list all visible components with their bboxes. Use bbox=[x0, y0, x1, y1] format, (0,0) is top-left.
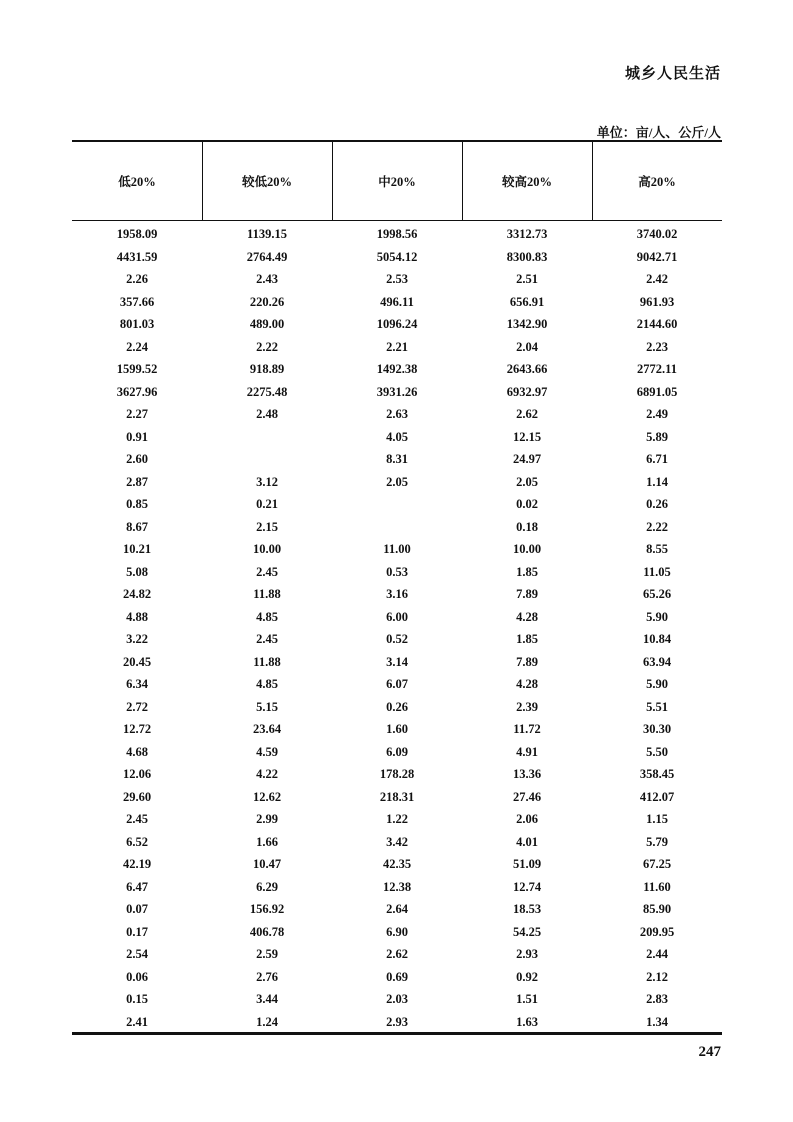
table-cell: 3627.96 bbox=[116, 384, 158, 399]
header-middle-20: 中20% bbox=[378, 175, 416, 189]
header-high-20: 高20% bbox=[638, 175, 676, 189]
table-cell: 2.62 bbox=[386, 947, 408, 961]
table-cell: 3.16 bbox=[386, 587, 408, 601]
table-cell: 2.44 bbox=[646, 947, 668, 961]
table-row bbox=[72, 922, 722, 942]
table-row bbox=[72, 674, 722, 694]
table-cell: 220.26 bbox=[249, 294, 285, 309]
table-row bbox=[72, 292, 722, 312]
table-cell: 1.85 bbox=[516, 564, 538, 579]
table-cell: 11.88 bbox=[253, 587, 281, 601]
table-cell: 1.85 bbox=[516, 632, 538, 646]
table-row bbox=[72, 584, 722, 604]
table-cell: 1958.09 bbox=[116, 227, 158, 241]
data-table bbox=[72, 140, 722, 1035]
table-cell: 4.91 bbox=[516, 744, 538, 759]
table-row bbox=[72, 224, 722, 244]
table-cell: 2.48 bbox=[256, 407, 278, 421]
table-row bbox=[72, 787, 722, 807]
table-cell: 2.93 bbox=[386, 1014, 408, 1029]
table-row bbox=[72, 1012, 722, 1032]
header-low-20: 低20% bbox=[118, 175, 156, 189]
table-cell: 1.66 bbox=[256, 834, 278, 849]
table-row bbox=[72, 427, 722, 447]
table-row bbox=[72, 989, 722, 1009]
table-cell: 4.85 bbox=[256, 609, 278, 624]
table-cell: 3312.73 bbox=[506, 227, 548, 241]
table-cell: 2.49 bbox=[646, 407, 668, 421]
table-cell: 209.95 bbox=[639, 924, 675, 939]
table-row bbox=[72, 854, 722, 874]
table-cell: 0.07 bbox=[126, 902, 148, 916]
table-cell: 1.34 bbox=[646, 1014, 668, 1029]
table-cell: 3.44 bbox=[256, 992, 278, 1006]
table-cell: 1.63 bbox=[516, 1014, 538, 1029]
table-cell: 5.90 bbox=[646, 677, 668, 691]
table-cell: 2.22 bbox=[256, 339, 278, 354]
unit-label: 单位：亩/人、公斤/人 bbox=[596, 125, 721, 140]
table-cell: 67.25 bbox=[642, 857, 672, 871]
table-cell: 11.88 bbox=[253, 654, 281, 669]
table-cell: 961.93 bbox=[639, 294, 675, 309]
table-row bbox=[72, 562, 722, 582]
table-cell: 2.76 bbox=[256, 969, 278, 984]
table-cell: 2.60 bbox=[126, 452, 148, 466]
table-cell: 178.28 bbox=[379, 767, 415, 781]
table-cell: 2.12 bbox=[646, 969, 668, 984]
table-cell: 2643.66 bbox=[506, 362, 548, 376]
table-cell: 357.66 bbox=[119, 294, 155, 309]
table-cell: 3.22 bbox=[126, 632, 148, 646]
table-cell: 496.11 bbox=[380, 294, 414, 309]
table-row bbox=[72, 607, 722, 627]
table-cell: 1492.38 bbox=[376, 362, 418, 376]
table-cell: 8.67 bbox=[126, 519, 148, 534]
table-cell: 24.82 bbox=[122, 587, 152, 601]
table-cell: 2.24 bbox=[126, 339, 148, 354]
table-cell: 11.72 bbox=[513, 722, 541, 736]
table-cell: 0.26 bbox=[646, 497, 668, 511]
table-cell: 412.07 bbox=[639, 789, 675, 804]
table-cell: 3.42 bbox=[386, 834, 408, 849]
table-cell: 6.71 bbox=[646, 452, 668, 466]
table-cell: 2.87 bbox=[126, 474, 148, 489]
table-cell: 2.64 bbox=[386, 902, 408, 916]
table-row bbox=[72, 449, 722, 469]
table-cell: 2.15 bbox=[256, 519, 278, 534]
table-cell: 2.45 bbox=[256, 632, 278, 646]
table-cell: 4.88 bbox=[126, 609, 148, 624]
table-cell: 156.92 bbox=[249, 902, 285, 916]
table-cell: 2.27 bbox=[126, 407, 148, 421]
table-cell: 4.85 bbox=[256, 677, 278, 691]
table-cell: 42.35 bbox=[382, 857, 412, 871]
table-row bbox=[72, 652, 722, 672]
table-cell: 1.15 bbox=[646, 812, 668, 826]
table-cell: 5054.12 bbox=[376, 249, 418, 264]
table-cell: 9042.71 bbox=[636, 249, 678, 264]
table-cell: 6.52 bbox=[126, 834, 148, 849]
table-cell: 2.53 bbox=[386, 272, 408, 286]
table-cell: 10.21 bbox=[122, 542, 152, 556]
table-cell: 6.00 bbox=[386, 609, 408, 624]
table-row bbox=[72, 359, 722, 379]
table-cell: 12.06 bbox=[122, 767, 152, 781]
table-cell: 27.46 bbox=[512, 789, 542, 804]
table-cell: 11.60 bbox=[643, 879, 671, 894]
table-row bbox=[72, 764, 722, 784]
table-row bbox=[72, 472, 722, 492]
table-cell: 2.06 bbox=[516, 812, 538, 826]
table-cell: 5.89 bbox=[646, 429, 668, 444]
table-cell: 2.23 bbox=[646, 339, 668, 354]
table-cell: 2.04 bbox=[516, 339, 538, 354]
table-cell: 5.51 bbox=[646, 699, 668, 714]
table-cell: 5.50 bbox=[646, 744, 668, 759]
table-row bbox=[72, 877, 722, 897]
table-cell: 2.42 bbox=[646, 272, 668, 286]
table-cell: 406.78 bbox=[249, 924, 285, 939]
table-cell: 2.22 bbox=[646, 519, 668, 534]
page-number: 247 bbox=[698, 1044, 721, 1060]
table-row bbox=[72, 967, 722, 987]
table-cell: 6.07 bbox=[386, 677, 408, 691]
table-cell: 4.22 bbox=[256, 767, 278, 781]
table-cell: 11.05 bbox=[643, 564, 671, 579]
table-row bbox=[72, 494, 722, 514]
table-cell: 1139.15 bbox=[247, 227, 287, 241]
table-cell: 2.54 bbox=[126, 947, 148, 961]
table-cell: 0.69 bbox=[386, 969, 408, 984]
table-cell: 42.19 bbox=[122, 857, 152, 871]
table-cell: 0.17 bbox=[126, 924, 148, 939]
table-cell: 0.06 bbox=[126, 969, 148, 984]
table-cell: 1342.90 bbox=[506, 317, 548, 331]
table-cell: 2275.48 bbox=[246, 384, 288, 399]
table-cell: 51.09 bbox=[512, 857, 542, 871]
table-cell: 1599.52 bbox=[116, 362, 158, 376]
table-cell: 0.02 bbox=[516, 497, 538, 511]
table-cell: 2.72 bbox=[126, 699, 148, 714]
table-cell: 4.05 bbox=[386, 429, 408, 444]
table-cell: 5.79 bbox=[646, 834, 668, 849]
table-cell: 7.89 bbox=[516, 654, 538, 669]
table-cell: 2.59 bbox=[256, 947, 278, 961]
table-cell: 2.03 bbox=[386, 992, 408, 1006]
table-cell: 6.29 bbox=[256, 879, 278, 894]
table-cell: 2.26 bbox=[126, 272, 148, 286]
table-cell: 358.45 bbox=[639, 767, 675, 781]
table-cell: 4.68 bbox=[126, 744, 148, 759]
table-cell: 12.74 bbox=[512, 879, 542, 894]
table-row bbox=[72, 539, 722, 559]
table-row bbox=[72, 337, 722, 357]
table-cell: 20.45 bbox=[122, 654, 152, 669]
table-cell: 0.18 bbox=[516, 519, 538, 534]
table-cell: 4431.59 bbox=[116, 249, 158, 264]
table-cell: 2.62 bbox=[516, 407, 538, 421]
table-cell: 30.30 bbox=[642, 722, 672, 736]
table-row bbox=[72, 247, 722, 267]
table-cell: 1.60 bbox=[386, 722, 408, 736]
table-cell: 2.99 bbox=[256, 812, 278, 826]
header-lower-20: 较低20% bbox=[241, 175, 292, 189]
table-cell: 656.91 bbox=[509, 294, 545, 309]
table-cell: 7.89 bbox=[516, 587, 538, 601]
table-cell: 12.72 bbox=[122, 722, 152, 736]
table-cell: 2.83 bbox=[646, 992, 668, 1006]
table-cell: 18.53 bbox=[512, 902, 542, 916]
table-cell: 2.93 bbox=[516, 947, 538, 961]
table-cell: 0.91 bbox=[126, 429, 148, 444]
table-cell: 12.62 bbox=[252, 789, 282, 804]
table-cell: 11.00 bbox=[383, 542, 411, 556]
table-row bbox=[72, 629, 722, 649]
table-cell: 0.92 bbox=[516, 969, 538, 984]
table-cell: 12.38 bbox=[382, 879, 412, 894]
table-cell: 4.28 bbox=[516, 609, 538, 624]
table-cell: 54.25 bbox=[512, 924, 542, 939]
table-cell: 2.41 bbox=[126, 1014, 148, 1029]
table-cell: 4.28 bbox=[516, 677, 538, 691]
table-cell: 3.14 bbox=[386, 654, 408, 669]
table-cell: 5.90 bbox=[646, 609, 668, 624]
table-cell: 5.15 bbox=[256, 699, 278, 714]
table-bottom-rule bbox=[72, 1032, 722, 1035]
table-cell: 0.52 bbox=[386, 632, 408, 646]
table-cell: 24.97 bbox=[512, 452, 542, 466]
table-cell: 6.09 bbox=[386, 744, 408, 759]
table-row bbox=[72, 944, 722, 964]
table-cell: 65.26 bbox=[642, 587, 672, 601]
table-cell: 2.45 bbox=[126, 812, 148, 826]
table-cell: 2.39 bbox=[516, 699, 538, 714]
table-cell: 2.21 bbox=[386, 339, 408, 354]
table-cell: 2772.11 bbox=[637, 362, 677, 376]
header-higher-20: 较高20% bbox=[501, 175, 552, 189]
table-cell: 85.90 bbox=[642, 902, 672, 916]
table-cell: 3.12 bbox=[256, 474, 278, 489]
table-cell: 1096.24 bbox=[376, 317, 418, 331]
table-cell: 1998.56 bbox=[376, 227, 418, 241]
table-row bbox=[72, 719, 722, 739]
table-cell: 218.31 bbox=[379, 789, 415, 804]
table-cell: 0.53 bbox=[386, 564, 408, 579]
table-cell: 2144.60 bbox=[636, 317, 678, 331]
table-cell: 1.51 bbox=[516, 992, 538, 1006]
table-row bbox=[72, 697, 722, 717]
table-row bbox=[72, 899, 722, 919]
table-cell: 918.89 bbox=[249, 362, 285, 376]
table-row bbox=[72, 742, 722, 762]
table-cell: 6.34 bbox=[126, 677, 148, 691]
header-rule bbox=[72, 220, 722, 221]
table-cell: 3931.26 bbox=[376, 384, 418, 399]
table-row bbox=[72, 269, 722, 289]
table-cell: 29.60 bbox=[122, 789, 152, 804]
table-cell: 2.43 bbox=[256, 272, 278, 286]
table-cell: 1.14 bbox=[646, 474, 668, 489]
table-cell: 2.05 bbox=[516, 474, 538, 489]
table-cell: 4.59 bbox=[256, 744, 278, 759]
table-cell: 10.00 bbox=[512, 542, 542, 556]
table-row bbox=[72, 404, 722, 424]
table-cell: 2.05 bbox=[386, 474, 408, 489]
table-cell: 0.85 bbox=[126, 497, 148, 511]
table-cell: 2.45 bbox=[256, 564, 278, 579]
table-cell: 6.90 bbox=[386, 924, 408, 939]
table-cell: 2.63 bbox=[386, 407, 408, 421]
running-head: 城乡人民生活 bbox=[624, 66, 721, 82]
table-cell: 2764.49 bbox=[246, 249, 288, 264]
table-cell: 801.03 bbox=[119, 317, 155, 331]
table-cell: 1.22 bbox=[386, 812, 408, 826]
table-cell: 489.00 bbox=[249, 317, 285, 331]
table-cell: 1.24 bbox=[256, 1014, 278, 1029]
table-cell: 6.47 bbox=[126, 879, 148, 894]
table-cell: 3740.02 bbox=[636, 227, 678, 241]
table-row bbox=[72, 314, 722, 334]
table-cell: 8.31 bbox=[386, 452, 408, 466]
table-cell: 8.55 bbox=[646, 542, 668, 556]
table-cell: 10.84 bbox=[642, 632, 672, 646]
table-row bbox=[72, 382, 722, 402]
table-cell: 5.08 bbox=[126, 564, 148, 579]
table-cell: 10.00 bbox=[252, 542, 282, 556]
table-cell: 6891.05 bbox=[636, 384, 678, 399]
table-cell: 0.26 bbox=[386, 699, 408, 714]
table-row bbox=[72, 517, 722, 537]
table-cell: 0.15 bbox=[126, 992, 148, 1006]
table-row bbox=[72, 832, 722, 852]
table-row bbox=[72, 809, 722, 829]
table-cell: 6932.97 bbox=[506, 384, 548, 399]
table-cell: 2.51 bbox=[516, 272, 538, 286]
table-cell: 63.94 bbox=[642, 654, 672, 669]
table-cell: 4.01 bbox=[516, 834, 538, 849]
table-cell: 8300.83 bbox=[506, 249, 548, 264]
table-cell: 10.47 bbox=[252, 857, 282, 871]
table-cell: 23.64 bbox=[252, 722, 282, 736]
table-cell: 0.21 bbox=[256, 497, 278, 511]
table-cell: 12.15 bbox=[512, 429, 542, 444]
table-cell: 13.36 bbox=[512, 767, 542, 781]
